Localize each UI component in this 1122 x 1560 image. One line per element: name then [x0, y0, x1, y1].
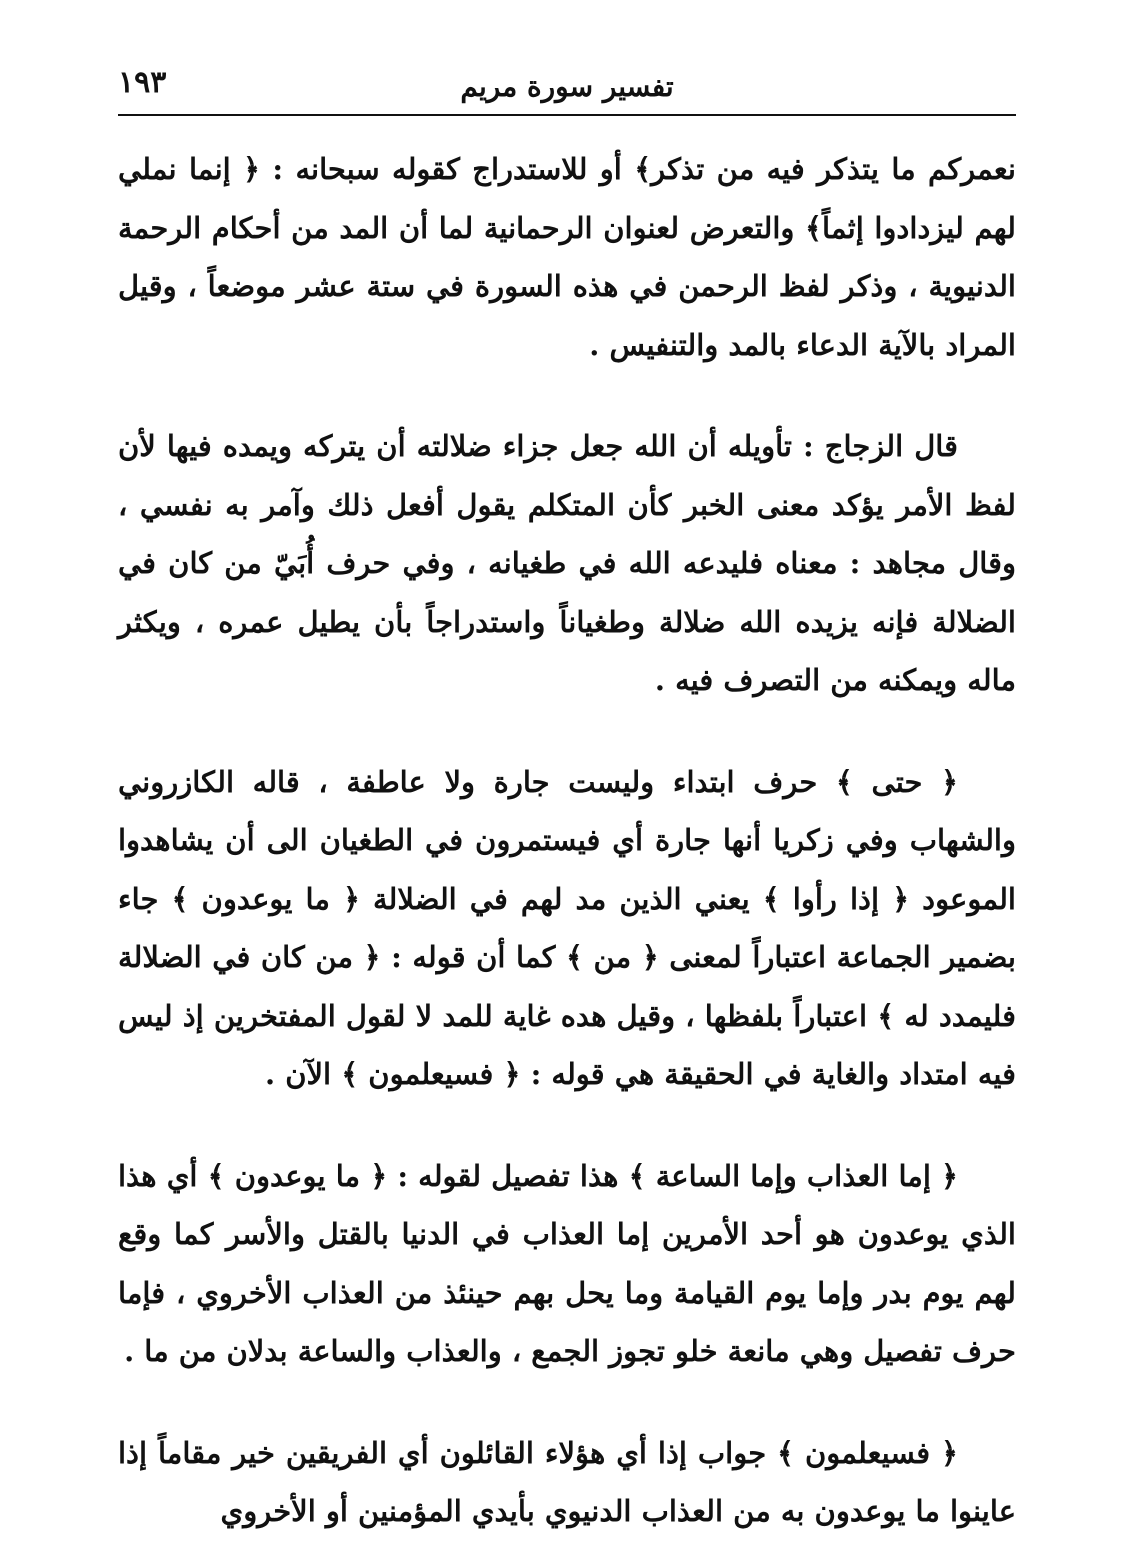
body-text	[118, 140, 1016, 1541]
paragraph: نعمركم ما يتذكر فيه من تذكر﴾ أو للاستدراج كقوله سبحانه : ﴿ إنما نملي لهم ليزدادوا إثماً﴾ والتعرض لعنوان الرحمانية لما أن المد من أحكام الرحمة الدنيوية ، وذكر لفظ الرحمن في هذه السورة في ستة عشر موضعاً ، وقيل المراد بالآية الدعاء بالمد والتنفيس .	[118, 152, 1016, 362]
header-rule	[118, 114, 1016, 116]
paragraph: ﴿ حتى ﴾ حرف ابتداء وليست جارة ولا عاطفة ، قاله الكازروني والشهاب وفي زكريا أنها جارة أي فيستمرون في الطغيان الى أن يشاهدوا الموعود ﴿ إذا رأوا ﴾ يعني الذين مد لهم في الضلالة ﴿ ما يوعدون ﴾ جاء بضمير الجماعة اعتباراً لمعنى ﴿ من ﴾ كما أن قوله : ﴿ من كان في الضلالة فليمدد له ﴾ اعتباراً بلفظها ، وقيل هده غاية للمد لا لقول المفتخرين إذ ليس فيه امتداد والغاية في الحقيقة هي قوله : ﴿ فسيعلمون ﴾ الآن .	[118, 764, 1016, 1091]
running-header	[118, 62, 1016, 106]
paragraph-gap	[118, 374, 1016, 417]
paragraph-gap	[118, 710, 1016, 753]
page-number: ١٩٣	[118, 65, 167, 100]
paragraph: ﴿ فسيعلمون ﴾ جواب إذا أي هؤلاء القائلون أي الفريقين خير مقاماً إذا عاينوا ما يوعدون به من العذاب الدنيوي بأيدي المؤمنين أو الأخروي	[118, 1435, 1016, 1528]
paragraph-gap	[118, 1381, 1016, 1424]
paragraph: ﴿ إما العذاب وإما الساعة ﴾ هذا تفصيل لقوله : ﴿ ما يوعدون ﴾ أي هذا الذي يوعدون هو أحد الأمرين إما العذاب في الدنيا بالقتل والأسر كما وقع لهم يوم بدر وإما يوم القيامة وما يحل بهم حينئذ من العذاب الأخروي ، فإما حرف تفصيل وهي مانعة خلو تجوز الجمع ، والعذاب والساعة بدلان من ما .	[118, 1158, 1016, 1368]
paragraph: قال الزجاج : تأويله أن الله جعل جزاء ضلالته أن يتركه ويمده فيها لأن لفظ الأمر يؤكد معنى الخبر كأن المتكلم يقول أفعل ذلك وآمر به نفسي ، وقال مجاهد : معناه فليدعه الله في طغيانه ، وفي حرف أُبَيّ من كان في الضلالة فإنه يزيده الله ضلالة وطغياناً واستدراجاً بأن يطيل عمره ، ويكثر ماله ويمكنه من التصرف فيه .	[118, 429, 1016, 697]
running-title: تفسير سورة مريم	[460, 70, 674, 103]
paragraph-gap	[118, 1104, 1016, 1147]
